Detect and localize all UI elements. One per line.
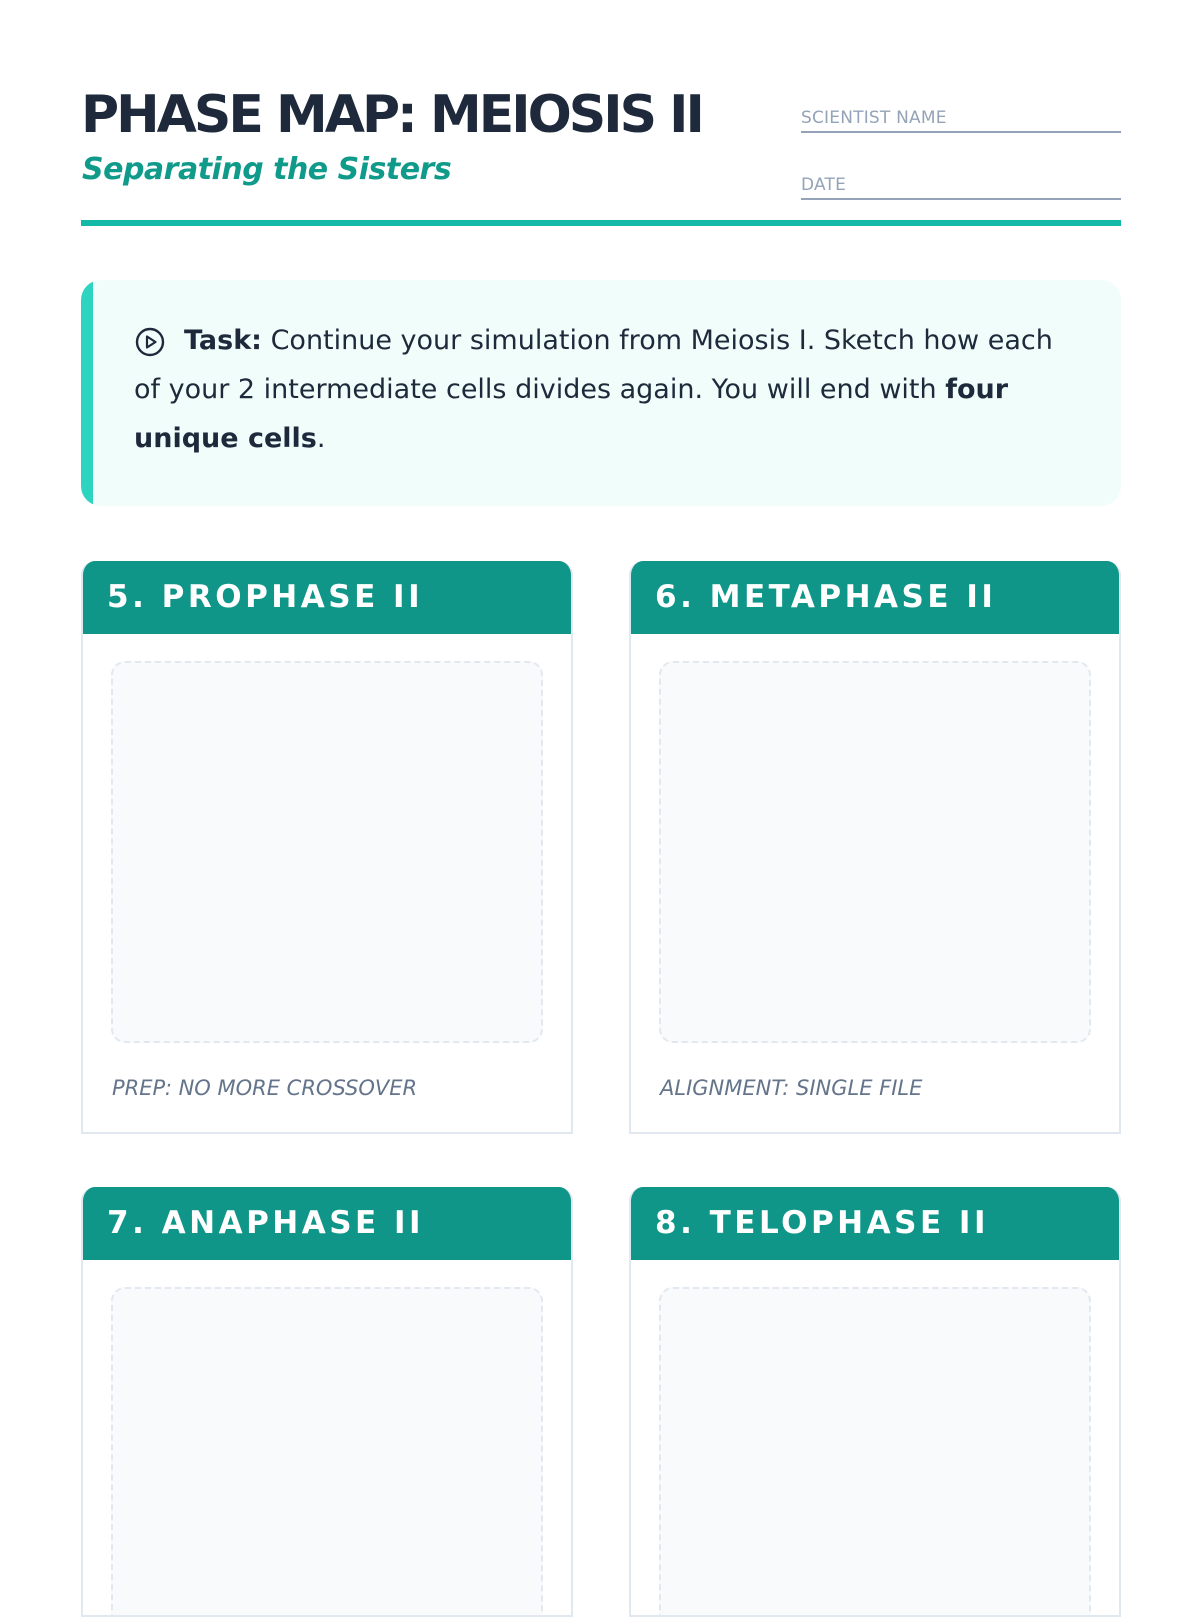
- page-title: PHASE MAP: MEIOSIS II: [81, 85, 702, 145]
- phase-note: PREP: NO MORE CROSSOVER: [112, 1076, 418, 1100]
- worksheet-header: [81, 78, 1121, 228]
- phase-title: 6. METAPHASE II: [655, 579, 997, 615]
- worksheet-page: [81, 0, 1121, 1600]
- phase-card-anaphase-ii: [81, 1187, 573, 1617]
- task-label: Task:: [184, 325, 262, 356]
- scientist-name-label: SCIENTIST NAME: [801, 108, 947, 128]
- phase-card-header: [629, 561, 1121, 634]
- phase-card-metaphase-ii: [629, 561, 1121, 1134]
- page-subtitle: Separating the Sisters: [82, 152, 452, 187]
- phase-card-header: [81, 1187, 573, 1260]
- sketch-area[interactable]: [659, 1287, 1091, 1617]
- sketch-area[interactable]: [111, 661, 543, 1043]
- phase-card-prophase-ii: [81, 561, 573, 1134]
- phase-card-header: [81, 561, 573, 634]
- play-circle-icon: [134, 326, 166, 358]
- header-divider: [81, 220, 1121, 226]
- task-instructions: [134, 316, 1084, 463]
- sketch-area[interactable]: [111, 1287, 543, 1617]
- phase-title: 8. TELOPHASE II: [655, 1205, 989, 1241]
- date-field[interactable]: [801, 162, 1121, 200]
- task-text-part-2: .: [316, 423, 326, 454]
- task-callout: [81, 280, 1121, 506]
- phase-card-telophase-ii: [629, 1187, 1121, 1617]
- scientist-name-field[interactable]: [801, 95, 1121, 133]
- phase-note: ALIGNMENT: SINGLE FILE: [660, 1076, 923, 1100]
- task-emphasis: four unique cells: [134, 374, 1009, 454]
- sketch-area[interactable]: [659, 661, 1091, 1043]
- task-accent-bar: [81, 280, 93, 506]
- phase-title: 5. PROPHASE II: [107, 579, 424, 615]
- date-label: DATE: [801, 175, 847, 195]
- phase-title: 7. ANAPHASE II: [107, 1205, 425, 1241]
- phase-card-header: [629, 1187, 1121, 1260]
- task-text-part-1: Continue your simulation from Meiosis I. Sketch how each of your 2 intermediate cells divides again. You will end with: [134, 325, 1053, 405]
